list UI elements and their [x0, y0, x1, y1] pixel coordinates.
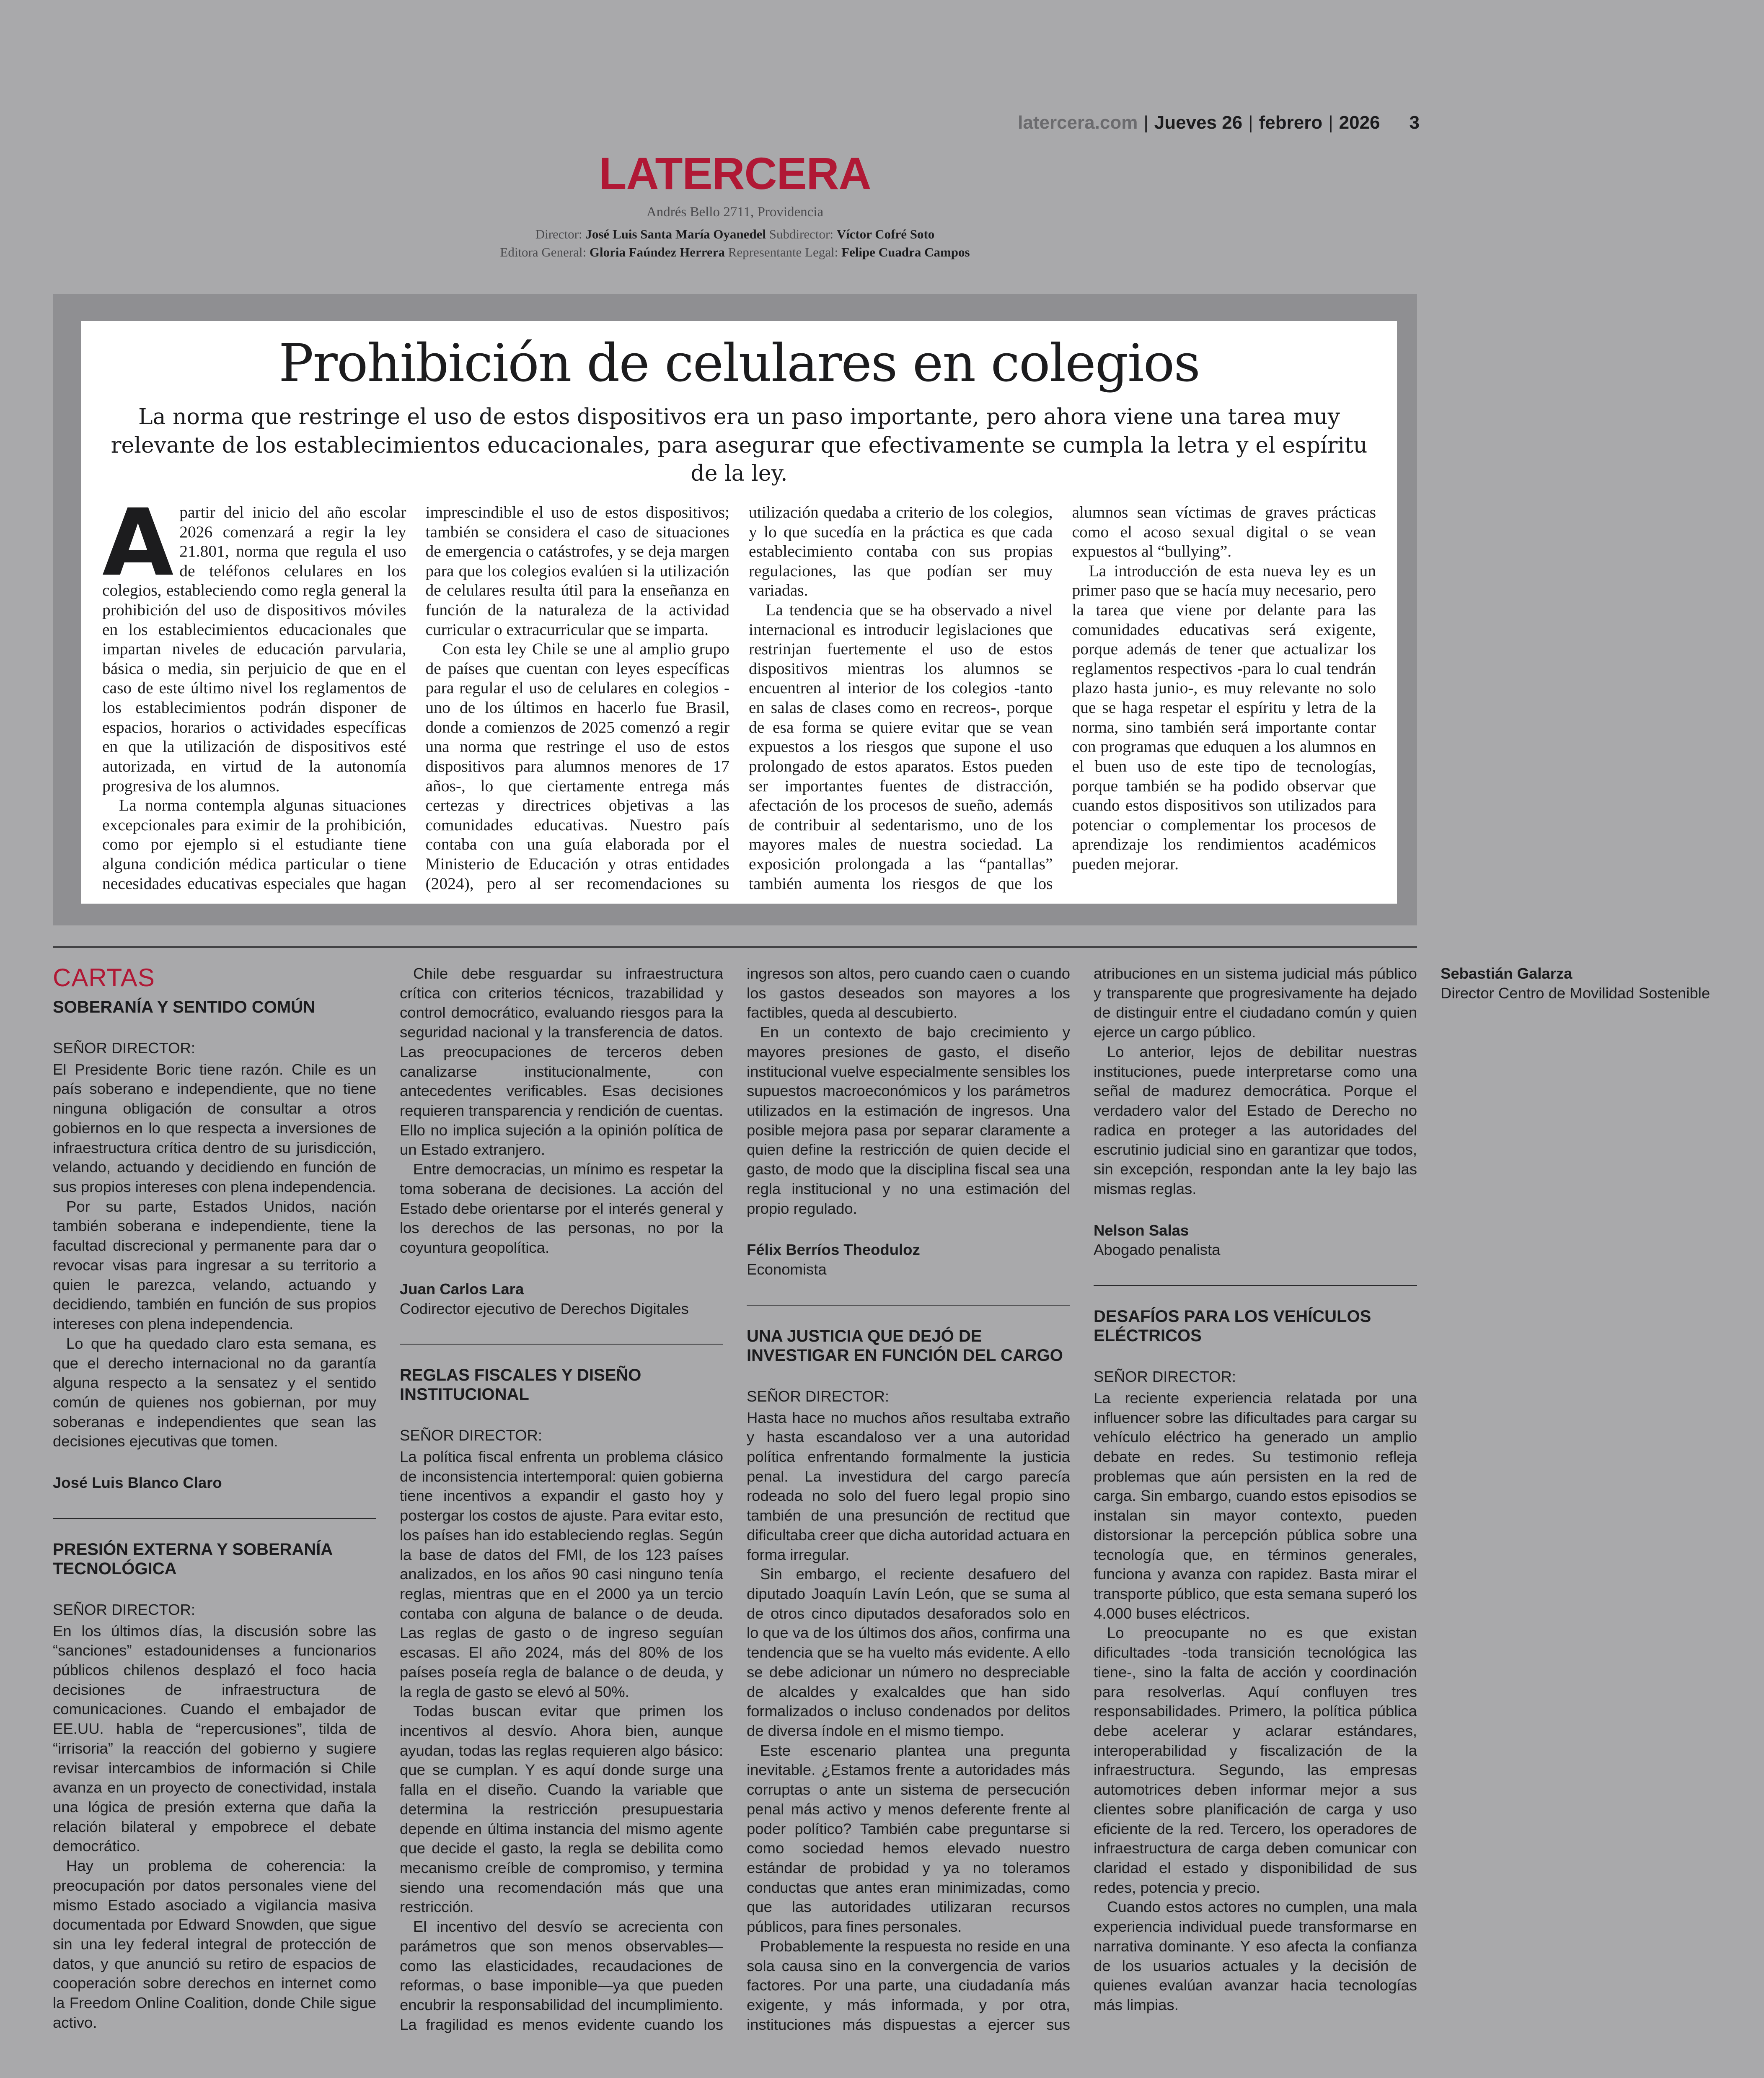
letter-paragraph: El Presidente Boric tiene razón. Chile es un país soberano e independiente, que no tiene ninguna obligación de consultar a otros gobiernos en lo que respecta a inversiones de infraestructura crítica dentro de su jurisdicción, velando, actuando y decidiendo en función de sus propios intereses con plena independencia.: [53, 1060, 376, 1196]
letter-paragraph: En un contexto de bajo crecimiento y mayores presiones de gasto, el diseño institucional vuelve especialmente sensibles los supuestos macroeconómicos y los parámetros utilizados en la estimación de ingresos. Una posible mejora pasa por separar claramente a quien define la restricción de quien decide el gasto, de modo que la disciplina fiscal sea una regla institucional y no una estimación del propio regulado.: [747, 1023, 1070, 1217]
letter-divider: [1094, 1285, 1417, 1286]
salutation: SEÑOR DIRECTOR:: [53, 1601, 196, 1618]
letter-paragraph: El incentivo del desvío se acrecienta con parámetros que son menos observables—como las elasticidades, recaudaciones de reformas, o base imponible—ya que pueden encubrir la responsabilidad del incumplimiento. La fragilidad es menos evidente cuando los ingresos son altos, pero cuando caen o cuando los gastos deseados son mayores a los factibles, queda al descubierto.: [400, 965, 1070, 2033]
letter-signer-role: Economista: [747, 1261, 827, 1278]
editorial-paragraph: Con esta ley Chile se une al amplio grupo de países que cuentan con leyes específicas para regular el uso de celulares en colegios -uno de los últimos en hacerlo fue Brasil, donde a comienzos de 2025 comenzó a regir una norma que restringe el uso de estos dispositivos para alumnos menores de 17 años-, lo que ciertamente entrega más certezas y directrices objetivas a las comunidades educativas. Nuestro país contaba con una guía elaborada por el Ministerio de Educación y otras entidades (2024), pero al ser recomendaciones su utilización quedaba a criterio de los colegios, y lo que sucedía en la práctica es que cada establecimiento contaba con sus propias regulaciones, las que podían ser muy variadas.: [425, 503, 1053, 893]
letter-signer-role: Director Centro de Movilidad Sostenible: [1441, 984, 1710, 1002]
section-label: CARTAS: [53, 964, 155, 992]
letter-signature: Félix Berríos Theoduloz: [747, 1241, 920, 1259]
editorial-title: Prohibición de celulares en colegios: [279, 333, 1200, 394]
subdirector-name: Víctor Cofré Soto: [836, 227, 935, 241]
editor-name: Gloria Faúndez Herrera: [589, 245, 725, 260]
editorial-paragraph: La introducción de esta nueva ley es un primer paso que se hacía muy necesario, pero la tarea que viene por delante para las comunidades educativas será exigente, porque además de tener que actualizar los reglamentos respectivos -para lo cual tendrán plazo hasta junio-, es muy relevante no solo que se haga respetar el espíritu y letra de la norma, sino también será importante contar con programas que eduquen a los alumnos en el buen uso de este tipo de tecnologías, porque también se ha podido observar que cuando estos dispositivos son utilizados para potenciar o complementar los procesos de aprendizaje los rendimientos académicos pueden mejorar.: [1072, 561, 1376, 873]
letter-paragraph: Sin embargo, el reciente desafuero del diputado Joaquín Lavín León, que se suma al de otros cinco diputados desaforados solo en lo que va de los últimos dos años, confirma una tendencia que se ha vuelto más evidente. A ello se debe adicionar un número no despreciable de alcaldes y exalcaldes que han sido formalizados o incluso condenados por delitos de diversa índole en el mismo tiempo.: [747, 1565, 1070, 1739]
letter-signature: Juan Carlos Lara: [400, 1280, 524, 1298]
letter-paragraph: Probablemente la respuesta no reside en una sola causa sino en la convergencia de varios factores. Por una parte, una ciudadanía más exigente, y más informada, y por otra, instituciones más dispuestas a ejercer sus atribuciones en un sistema judicial más público y transparente que progresivamente ha dejado de distinguir entre el ciudadano común y quien ejerce un cargo público.: [747, 965, 1417, 2033]
letter-title: DESAFÍOS PARA LOS VEHÍCULOS ELÉCTRICOS: [1094, 1307, 1371, 1345]
letter-title: PRESIÓN EXTERNA Y SOBERANÍA TECNOLÓGICA: [53, 1540, 332, 1578]
letters-section: [53, 964, 1710, 2037]
address: Andrés Bello 2711, Providencia: [646, 205, 824, 220]
editorial-body: [102, 489, 1376, 893]
letter-divider: [747, 1305, 1070, 1306]
page-number: 3: [1409, 112, 1420, 133]
letter-paragraph: Chile debe resguardar su infraestructura crítica con criterios técnicos, trazabilidad y control democrático, evaluando riesgos para la seguridad nacional y la transferencia de datos. Las preocupaciones de terceros deben canalizarse institucionalmente, con antecedentes verificables. Esas decisiones requieren transparencia y rendición de cuentas. Ello no implica sujeción a la opinión política de un Estado extranjero.: [400, 965, 723, 1158]
letter-divider: [53, 1518, 376, 1519]
letter-signer-role: Abogado penalista: [1094, 1241, 1221, 1259]
letter-paragraph: Entre democracias, un mínimo es respetar la toma soberana de decisiones. La acción del Estado debe orientarse por el interés general y los derechos de las personas, no por la coyuntura geopolítica.: [400, 1161, 723, 1257]
salutation: SEÑOR DIRECTOR:: [400, 1427, 543, 1444]
director-name: José Luis Santa María Oyanedel: [585, 227, 766, 241]
letter-signature: Sebastián Galarza: [1441, 965, 1573, 982]
salutation: SEÑOR DIRECTOR:: [1094, 1368, 1236, 1386]
newspaper-logo: LATERCERA: [599, 148, 871, 199]
letter-paragraph: Por su parte, Estados Unidos, nación también soberana e independiente, tiene la facultad discrecional y permanente para dar o revocar visas para ingresar a su territorio a quien le parezca, velando, actuando y decidiendo, también en función de sus propios intereses con plena independencia.: [53, 1197, 376, 1333]
editorial-deck: La norma que restringe el uso de estos dispositivos era un paso importante, pero ahora viene una tarea muy relevante de los establecimientos educacionales, para asegurar que efectivamente se cumpla la letra y el espíritu de la ley.: [111, 404, 1368, 487]
letter-paragraph: Cuando estos actores no cumplen, una mala experiencia individual puede transformarse en narrativa dominante. Y eso afecta la confianza de los usuarios actuales y la decisión de quienes evalúan avanzar hacia tecnologías más limpias.: [1094, 1898, 1417, 2014]
letter-paragraph: Este escenario plantea una pregunta inevitable. ¿Estamos frente a autoridades más corruptas o ante un sistema de persecución penal más activo y menos deferente frente al poder político? También cabe preguntarse si como sociedad hemos elevado nuestro estándar de probidad y ya no toleramos conductas que antes eran minimizadas, como que las autoridades utilizaran recursos públicos, para fines personales.: [747, 1741, 1070, 1935]
masthead: [0, 148, 1470, 262]
letter-paragraph: En los últimos días, la discusión sobre las “sanciones” estadounidenses a funcionarios públicos chilenos desplazó el foco hacia decisiones de infraestructura de comunicaciones. Cuando el embajador de EE.UU. habla de “repercusiones”, tilda de “irrisoria” la reacción del gobierno y sugiere revisar intercambios de información si Chile avanza en un proyecto de conectividad, instala una lógica de presión externa que daña la relación bilateral y empobrece el debate democrático.: [53, 1622, 376, 1855]
site-name: latercera.com: [1018, 112, 1138, 133]
section-divider: [53, 946, 1417, 948]
letter-paragraph: Hasta hace no muchos años resultaba extraño y hasta escandaloso ver a una autoridad política enfrentando formalmente la justicia penal. La investidura del cargo parecía rodeada no solo del fuero legal propio sino también de una presunción de rectitud que dificultaba creer que dicha autoridad actuara en forma irregular.: [747, 1409, 1070, 1563]
letter-signature: José Luis Blanco Claro: [53, 1474, 222, 1492]
staff-credits: Director: José Luis Santa María Oyanedel Subdirector: Víctor Cofré Soto Editora General: Gloria Faúndez Herrera Representante Legal: Felipe Cuadra Campos: [500, 227, 970, 260]
editorial-article: [81, 321, 1397, 904]
salutation: SEÑOR DIRECTOR:: [747, 1387, 890, 1405]
letter-paragraph: Lo que ha quedado claro esta semana, es que el derecho internacional no da garantía alguna respecto a la sensatez y el sentido común de quienes nos gobiernan, por muy soberanas e independientes que sean las decisiones ejecutivas que tomen.: [53, 1334, 376, 1450]
editorial-paragraph: La norma contempla algunas situaciones excepcionales para eximir de la prohibición, como por ejemplo si el estudiante tiene alguna condición médica particular o tiene necesidades educativas especiales que hagan imprescindible el uso de estos dispositivos; también se considera el caso de situaciones de emergencia o catástrofes, y se deja margen para que los colegios evalúen si la utilización de celulares resulta útil para la enseñanza en función de la naturaleza de la actividad curricular o extracurricular que se imparta.: [102, 503, 729, 893]
letter: [53, 998, 376, 1493]
editorial-paragraph: La tendencia que se ha observado a nivel internacional es introducir legislaciones que restrinjan fuertemente el uso de estos dispositivos mientras los alumnos se encuentren al interior de los colegios -tanto en salas de clases como en recreos-, porque de esa forma se quiere evitar que se vean expuestos a los riesgos que supone el uso prolongado de estos aparatos. Estos pueden ser importantes fuentes de distracción, afectación de los procesos de sueño, además de contribuir al sedentarismo, uno de los mayores males de nuestra sociedad. La exposición prolongada a las “pantallas” también aumenta los riesgos de que los alumnos sean víctimas de graves prácticas como el acoso sexual digital o se vean expuestos al “bullying”.: [749, 503, 1376, 893]
date-year: 2026: [1339, 112, 1380, 133]
page-header-line: latercera.com | Jueves 26 | febrero | 2026 3: [1018, 112, 1420, 133]
letter-signer-role: Codirector ejecutivo de Derechos Digitales: [400, 1300, 689, 1317]
letter-paragraph: La reciente experiencia relatada por una influencer sobre las dificultades para cargar su vehículo eléctrico ha generado un amplio debate en redes. Su testimonio refleja problemas que aún persisten en la red de carga. Sin embargo, cuando estos episodios se instalan sin mayor contexto, pueden distorsionar la percepción pública sobre una tecnología que, en términos generales, funciona y avanza con rapidez. Basta mirar el transporte público, que esta semana superó los 4.000 buses eléctricos.: [1094, 1389, 1417, 1622]
letter-paragraph: Hay un problema de coherencia: la preocupación por datos personales viene del mismo Estado asociado a vigilancia masiva documentada por Edward Snowden, que sigue sin una ley federal integral de protección de datos, y que anunció su retiro de espacios de cooperación sobre derechos en internet como la Freedom Online Coalition, donde Chile sigue activo.: [53, 1857, 376, 2031]
legal-rep-name: Felipe Cuadra Campos: [841, 245, 970, 260]
letter-title: SOBERANÍA Y SENTIDO COMÚN: [53, 998, 315, 1016]
date-month: febrero: [1259, 112, 1323, 133]
drop-cap: A: [102, 489, 174, 596]
letter-signature: Nelson Salas: [1094, 1221, 1189, 1239]
salutation: SEÑOR DIRECTOR:: [53, 1039, 196, 1057]
letter-paragraph: Lo preocupante no es que existan dificultades -toda transición tecnológica las tiene-, sino la falta de acción y coordinación para resolverlas. Aquí confluyen tres responsabilidades. Primero, la política pública debe acelerar y aclarar estándares, interoperabilidad y fiscalización de la infraestructura. Segundo, las empresas automotrices deben informar mejor a sus clientes sobre planificación de carga y uso eficiente de la red. Tercero, los operadores de infraestructura de carga deben comunicar con claridad el estado y disponibilidad de sus redes, potencia y precio.: [1094, 1624, 1417, 1896]
editorial-paragraph: Apartir del inicio del año escolar 2026 comenzará a regir la ley 21.801, norma que regula el uso de teléfonos celulares en los colegios, estableciendo como regla general la prohibición del uso de dispositivos móviles en los establecimientos educacionales que impartan niveles de educación parvularia, básica o media, sin perjuicio de que en el caso de este último nivel los reglamentos de los establecimientos podrán disponer de espacios, horarios o actividades específicas en que la utilización de dispositivos esté autorizada, en virtud de la autonomía progresiva de los alumnos.: [102, 489, 406, 795]
date-day: Jueves 26: [1154, 112, 1243, 133]
letter-paragraph: Todas buscan evitar que primen los incentivos al desvío. Ahora bien, aunque ayudan, todas las reglas requieren algo básico: que se cumplan. Y es aquí donde surge una falla en el diseño. Cuando la variable que determina la restricción presupuestaria depende en última instancia del mismo agente que decide el gasto, la regla se debilita como mecanismo creíble de compromiso, y termina siendo una recomendación más que una restricción.: [400, 1702, 723, 1916]
letter-title: UNA JUSTICIA QUE DEJÓ DE INVESTIGAR EN FUNCIÓN DEL CARGO: [747, 1327, 1063, 1365]
letter-divider: [400, 1344, 723, 1345]
letter-paragraph: La política fiscal enfrenta un problema clásico de inconsistencia intertemporal: quien gobierna tiene incentivos a expandir el gasto hoy y postergar los costos de ajuste. Para evitar esto, los países han ido estableciendo reglas. Según la base de datos del FMI, de los 123 países analizados, en los años 90 casi ninguno tenía reglas, mientras que en el 2000 ya un tercio contaba con alguna de balance o de deuda. Las reglas de gasto o de ingreso seguían escasas. El año 2024, más del 80% de los países poseía regla de balance o de deuda, y la regla de gasto se elevó al 50%.: [400, 1448, 723, 1700]
letter-title: REGLAS FISCALES Y DISEÑO INSTITUCIONAL: [400, 1366, 641, 1404]
letter-paragraph: Lo anterior, lejos de debilitar nuestras instituciones, puede interpretarse como una señal de madurez democrática. Porque el verdadero valor del Estado de Derecho no radica en proteger a las autoridades del escrutinio judicial sino en garantizar que todos, sin excepción, respondan ante la ley bajo las mismas reglas.: [1094, 1043, 1417, 1197]
